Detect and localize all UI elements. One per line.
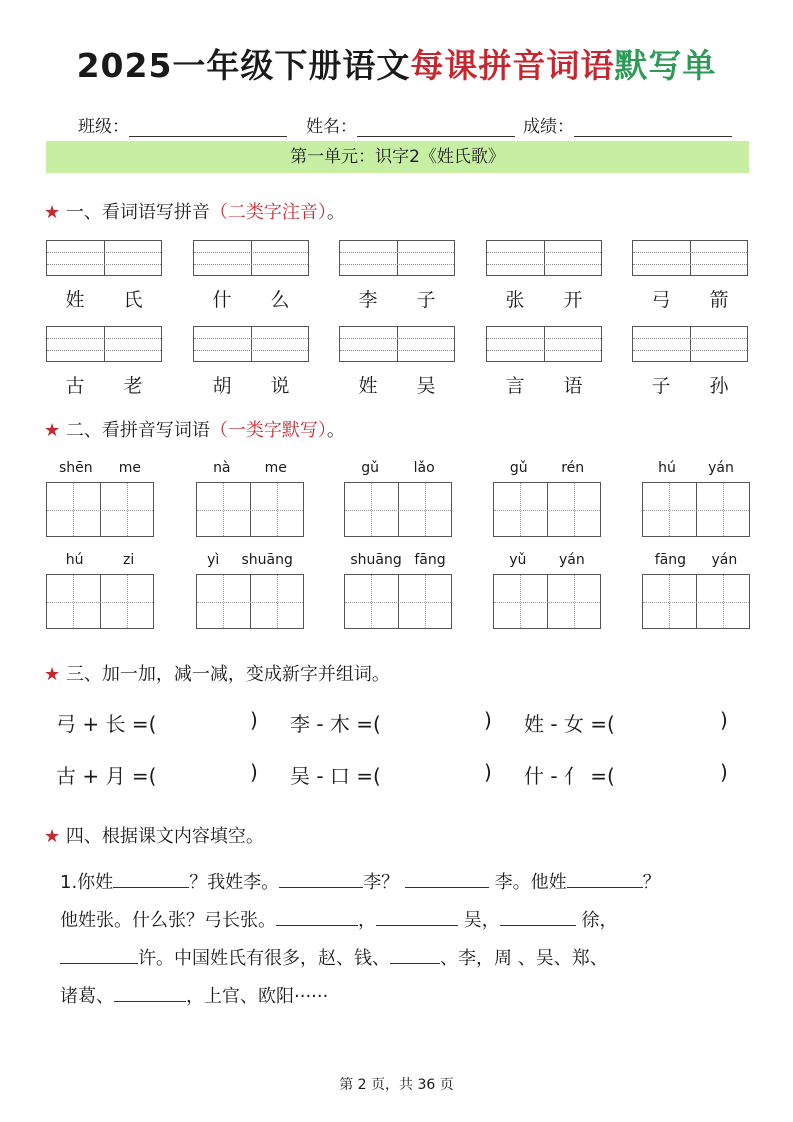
fill-text: 许。中国姓氏有很多，赵、钱、	[138, 948, 390, 969]
grid-guide-line	[494, 510, 600, 511]
pinyin-text: shuāng	[350, 552, 402, 568]
equation-answer-slot[interactable]	[644, 708, 714, 734]
fill-in-paragraph	[60, 864, 740, 1016]
box-guide-line	[47, 264, 161, 265]
equation-close-paren: )	[720, 760, 728, 784]
box-guide-line	[487, 264, 601, 265]
box-guide-line	[690, 327, 691, 361]
section-2-note: （一类字默写）	[209, 420, 327, 441]
word-char: 吴	[416, 375, 436, 397]
class-label: 班级：	[78, 117, 129, 137]
box-guide-line	[340, 252, 454, 253]
box-guide-line	[194, 264, 308, 265]
pinyin-text: yán	[558, 552, 585, 568]
pinyin-writing-box[interactable]	[486, 240, 602, 276]
pinyin-text: gǔ	[361, 460, 380, 476]
box-guide-line	[340, 338, 454, 339]
section-4-title: 四、根据课文内容填空。	[65, 826, 264, 847]
word-pair	[339, 371, 455, 398]
fill-blank[interactable]	[500, 907, 576, 926]
section-2-end: 。	[326, 420, 345, 441]
page-title	[0, 40, 793, 87]
name-field	[306, 112, 515, 137]
title-part-black: 2025一年级下册语文	[76, 46, 411, 85]
grid-guide-line	[345, 510, 451, 511]
pinyin-text: yǔ	[509, 552, 527, 568]
word-char: 什	[212, 289, 232, 311]
section-1-title: 一、看词语写拼音	[65, 202, 210, 223]
pinyin-pair	[196, 460, 304, 476]
pinyin-writing-box[interactable]	[486, 326, 602, 362]
box-guide-line	[544, 327, 545, 361]
class-input-line[interactable]	[129, 118, 287, 137]
equation-expression: 什 - 亻 =(	[524, 764, 615, 788]
section-2-title: 二、看拼音写词语	[65, 420, 210, 441]
equation-expression: 古 + 月 =(	[56, 764, 157, 788]
grid-guide-line	[47, 510, 153, 511]
fill-text: 徐，	[581, 910, 618, 931]
pinyin-text: shēn	[59, 460, 93, 476]
tianzige-grid[interactable]	[493, 482, 601, 537]
pinyin-text: fāng	[654, 552, 687, 568]
pinyin-pair	[493, 552, 601, 568]
word-char: 弓	[651, 289, 671, 311]
box-guide-line	[690, 241, 691, 275]
equation-expression: 吴 - 口 =(	[290, 764, 381, 788]
title-part-green: 默写单	[614, 46, 717, 85]
equation-answer-slot[interactable]	[176, 708, 246, 734]
word-char: 子	[651, 375, 671, 397]
pinyin-writing-box[interactable]	[46, 326, 162, 362]
fill-text: 诸葛、	[60, 986, 114, 1007]
pinyin-text: yán	[711, 552, 738, 568]
box-guide-line	[251, 327, 252, 361]
word-char: 开	[563, 289, 583, 311]
word-char: 箭	[709, 289, 729, 311]
grid-guide-line	[47, 602, 153, 603]
tianzige-grid[interactable]	[344, 482, 452, 537]
equation-close-paren: )	[720, 708, 728, 732]
box-guide-line	[487, 350, 601, 351]
box-guide-line	[104, 327, 105, 361]
title-part-red: 每课拼音词语	[410, 46, 615, 85]
box-guide-line	[633, 252, 747, 253]
box-guide-line	[397, 327, 398, 361]
box-guide-line	[47, 350, 161, 351]
pinyin-pair	[344, 552, 452, 568]
pinyin-text: yì	[207, 552, 220, 568]
fill-text: 吴，	[463, 910, 500, 931]
star-icon: ★	[44, 420, 61, 441]
word-char: 么	[270, 289, 290, 311]
fill-blank[interactable]	[113, 869, 189, 888]
star-icon: ★	[44, 826, 61, 847]
pinyin-writing-box[interactable]	[339, 240, 455, 276]
fill-text: 1.你姓	[60, 872, 114, 893]
score-input-line[interactable]	[574, 118, 732, 137]
word-pair	[486, 285, 602, 312]
unit-banner: 第一单元：识字2《姓氏歌》	[46, 141, 749, 173]
pinyin-writing-box[interactable]	[193, 240, 309, 276]
word-char: 古	[65, 375, 85, 397]
fill-blank[interactable]	[60, 945, 138, 964]
section-1-heading	[44, 198, 345, 224]
tianzige-grid[interactable]	[46, 574, 154, 629]
tianzige-grid[interactable]	[344, 574, 452, 629]
grid-guide-line	[197, 510, 303, 511]
class-field	[78, 112, 287, 137]
pinyin-writing-box[interactable]	[193, 326, 309, 362]
section-3-heading	[44, 660, 390, 686]
word-char: 姓	[358, 375, 378, 397]
word-pair	[46, 371, 162, 398]
pinyin-text: shuāng	[241, 552, 293, 568]
star-icon: ★	[44, 664, 61, 685]
fill-text: ，上官、欧阳······	[186, 986, 329, 1007]
equation-answer-slot[interactable]	[644, 760, 714, 786]
fill-blank[interactable]	[376, 907, 458, 926]
word-pair	[632, 285, 748, 312]
pinyin-text: rén	[561, 460, 585, 476]
pinyin-text: hú	[658, 460, 676, 476]
word-pair	[46, 285, 162, 312]
word-char: 姓	[65, 289, 85, 311]
box-guide-line	[340, 264, 454, 265]
grid-guide-line	[494, 602, 600, 603]
fill-text: 他姓张。什么张？弓长张。	[60, 910, 276, 931]
box-guide-line	[633, 338, 747, 339]
box-guide-line	[633, 264, 747, 265]
equation-answer-slot[interactable]	[410, 760, 480, 786]
equation-close-paren: )	[484, 708, 492, 732]
box-guide-line	[544, 241, 545, 275]
box-guide-line	[194, 350, 308, 351]
section-4-heading	[44, 822, 264, 848]
pinyin-pair	[493, 460, 601, 476]
pinyin-text: gǔ	[509, 460, 528, 476]
grid-guide-line	[643, 510, 749, 511]
page-footer: 第 2 页，共 36 页	[339, 1077, 454, 1093]
box-guide-line	[487, 252, 601, 253]
name-input-line[interactable]	[357, 118, 515, 137]
fill-blank[interactable]	[405, 869, 489, 888]
pinyin-writing-box[interactable]	[339, 326, 455, 362]
fill-text: 李？	[363, 872, 400, 893]
tianzige-grid[interactable]	[642, 482, 750, 537]
word-char: 胡	[212, 375, 232, 397]
fill-blank[interactable]	[390, 945, 440, 964]
word-char: 语	[563, 375, 583, 397]
fill-blank[interactable]	[114, 983, 186, 1002]
pinyin-text: zi	[123, 552, 135, 568]
word-char: 李	[358, 289, 378, 311]
fill-text: ？我姓李。	[189, 872, 280, 893]
grid-guide-line	[345, 602, 451, 603]
box-guide-line	[340, 350, 454, 351]
pinyin-pair	[46, 552, 154, 568]
score-label: 成绩：	[523, 117, 574, 137]
tianzige-grid[interactable]	[493, 574, 601, 629]
equation-expression: 弓 + 长 =(	[56, 712, 157, 736]
fill-text: 李。他姓	[494, 872, 567, 893]
fill-blank[interactable]	[567, 869, 643, 888]
box-guide-line	[194, 338, 308, 339]
pinyin-text: fāng	[414, 552, 446, 568]
pinyin-writing-box[interactable]	[632, 240, 748, 276]
equation-answer-slot[interactable]	[410, 708, 480, 734]
fill-text: ？	[642, 872, 661, 893]
tianzige-grid[interactable]	[196, 482, 304, 537]
word-char: 孙	[709, 375, 729, 397]
box-guide-line	[633, 350, 747, 351]
pinyin-pair	[46, 460, 154, 476]
pinyin-pair	[642, 552, 750, 568]
tianzige-grid[interactable]	[196, 574, 304, 629]
pinyin-pair	[642, 460, 750, 476]
word-char: 说	[270, 375, 290, 397]
word-char: 子	[416, 289, 436, 311]
equation-close-paren: )	[484, 760, 492, 784]
equation-expression: 李 - 木 =(	[290, 712, 381, 736]
tianzige-grid[interactable]	[46, 482, 154, 537]
section-1-end: 。	[326, 202, 345, 223]
pinyin-writing-box[interactable]	[46, 240, 162, 276]
section-1-note: （二类字注音）	[209, 202, 327, 223]
grid-guide-line	[197, 602, 303, 603]
word-pair	[193, 285, 309, 312]
box-guide-line	[194, 252, 308, 253]
pinyin-writing-box[interactable]	[632, 326, 748, 362]
equation-close-paren: )	[250, 760, 258, 784]
pinyin-text: nà	[213, 460, 231, 476]
tianzige-grid[interactable]	[642, 574, 750, 629]
word-char: 老	[123, 375, 143, 397]
word-char: 氏	[123, 289, 143, 311]
equation-close-paren: )	[250, 708, 258, 732]
box-guide-line	[251, 241, 252, 275]
pinyin-text: me	[264, 460, 287, 476]
grid-guide-line	[643, 602, 749, 603]
word-pair	[339, 285, 455, 312]
word-char: 张	[505, 289, 525, 311]
star-icon: ★	[44, 202, 61, 223]
pinyin-text: lǎo	[413, 460, 435, 476]
pinyin-pair	[344, 460, 452, 476]
fill-text: ，	[358, 910, 376, 931]
box-guide-line	[47, 252, 161, 253]
fill-blank[interactable]	[279, 869, 363, 888]
fill-text: 、李，周 、吴、郑、	[440, 948, 608, 969]
word-char: 言	[505, 375, 525, 397]
word-pair	[632, 371, 748, 398]
fill-blank[interactable]	[276, 907, 358, 926]
section-3-title: 三、加一加，减一减，变成新字并组词。	[65, 664, 390, 685]
word-pair	[193, 371, 309, 398]
box-guide-line	[47, 338, 161, 339]
box-guide-line	[397, 241, 398, 275]
pinyin-text: yán	[708, 460, 734, 476]
pinyin-text: hú	[65, 552, 84, 568]
box-guide-line	[104, 241, 105, 275]
name-label: 姓名：	[306, 117, 357, 137]
equation-answer-slot[interactable]	[176, 760, 246, 786]
pinyin-pair	[196, 552, 304, 568]
pinyin-text: me	[118, 460, 141, 476]
box-guide-line	[487, 338, 601, 339]
equation-expression: 姓 - 女 =(	[524, 712, 615, 736]
word-pair	[486, 371, 602, 398]
score-field	[523, 112, 732, 137]
section-2-heading	[44, 416, 345, 442]
